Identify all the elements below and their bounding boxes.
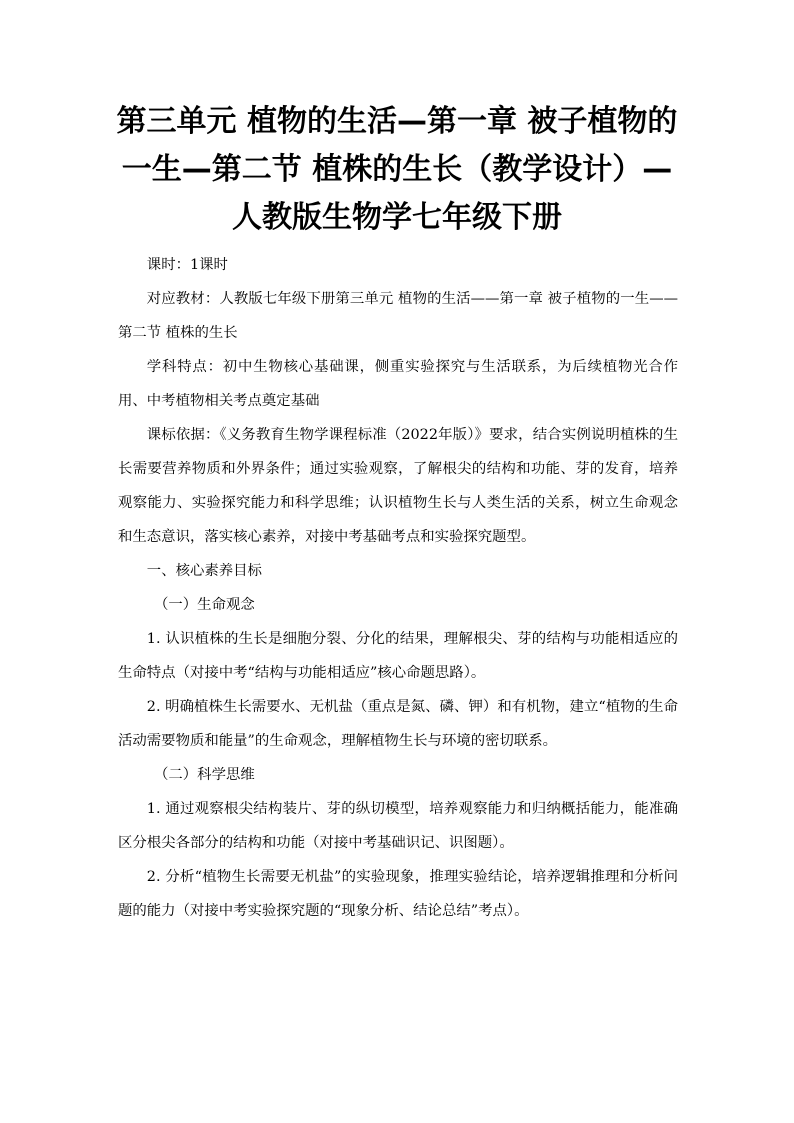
list-item: 2. 明确植株生长需要水、无机盐（重点是氮、磷、钾）和有机物，建立“植物的生命活动需要物质和能量”的生命观念，理解植物生长与环境的密切联系。 bbox=[118, 699, 678, 749]
subject-features: 学科特点：初中生物核心基础课，侧重实验探究与生活联系，为后续植物光合作用、中考植物相关考点奠定基础 bbox=[118, 359, 678, 409]
curriculum-basis: 课标依据：《义务教育生物学课程标准（2022年版）》要求，结合实例说明植株的生长需要营养物质和外界条件；通过实验观察，了解根尖的结构和功能、芽的发育，培养观察能力、实验探究能力和科学思维；认识植物生长与人类生活的关系，树立生命观念和生态意识，落实核心素养，对接中考基础考点和实验探究题型。 bbox=[118, 427, 678, 545]
textbook-reference: 对应教材：人教版七年级下册第三单元 植物的生活——第一章 被子植物的一生——第二节 植株的生长 bbox=[118, 291, 678, 341]
subsection-heading: （一）生命观念 bbox=[154, 597, 255, 613]
section-heading: 一、核心素养目标 bbox=[146, 563, 262, 579]
lesson-hours: 课时：1课时 bbox=[146, 257, 228, 273]
document-title: 第三单元 植物的生活—第一章 被子植物的一生—第二节 植株的生长（教学设计）—人教版生物学七年级下册 bbox=[116, 104, 678, 235]
list-item: 1. 通过观察根尖结构装片、芽的纵切模型，培养观察能力和归纳概括能力，能准确区分根尖各部分的结构和功能（对接中考基础识记、识图题）。 bbox=[118, 801, 678, 851]
list-item: 1. 认识植株的生长是细胞分裂、分化的结果，理解根尖、芽的结构与功能相适应的生命特点（对接中考“结构与功能相适应”核心命题思路）。 bbox=[118, 631, 678, 681]
list-item: 2. 分析“植物生长需要无机盐”的实验现象，推理实验结论，培养逻辑推理和分析问题的能力（对接中考实验探究题的“现象分析、结论总结”考点）。 bbox=[118, 869, 678, 919]
subsection-heading: （二）科学思维 bbox=[154, 767, 255, 783]
document-body bbox=[118, 248, 678, 928]
